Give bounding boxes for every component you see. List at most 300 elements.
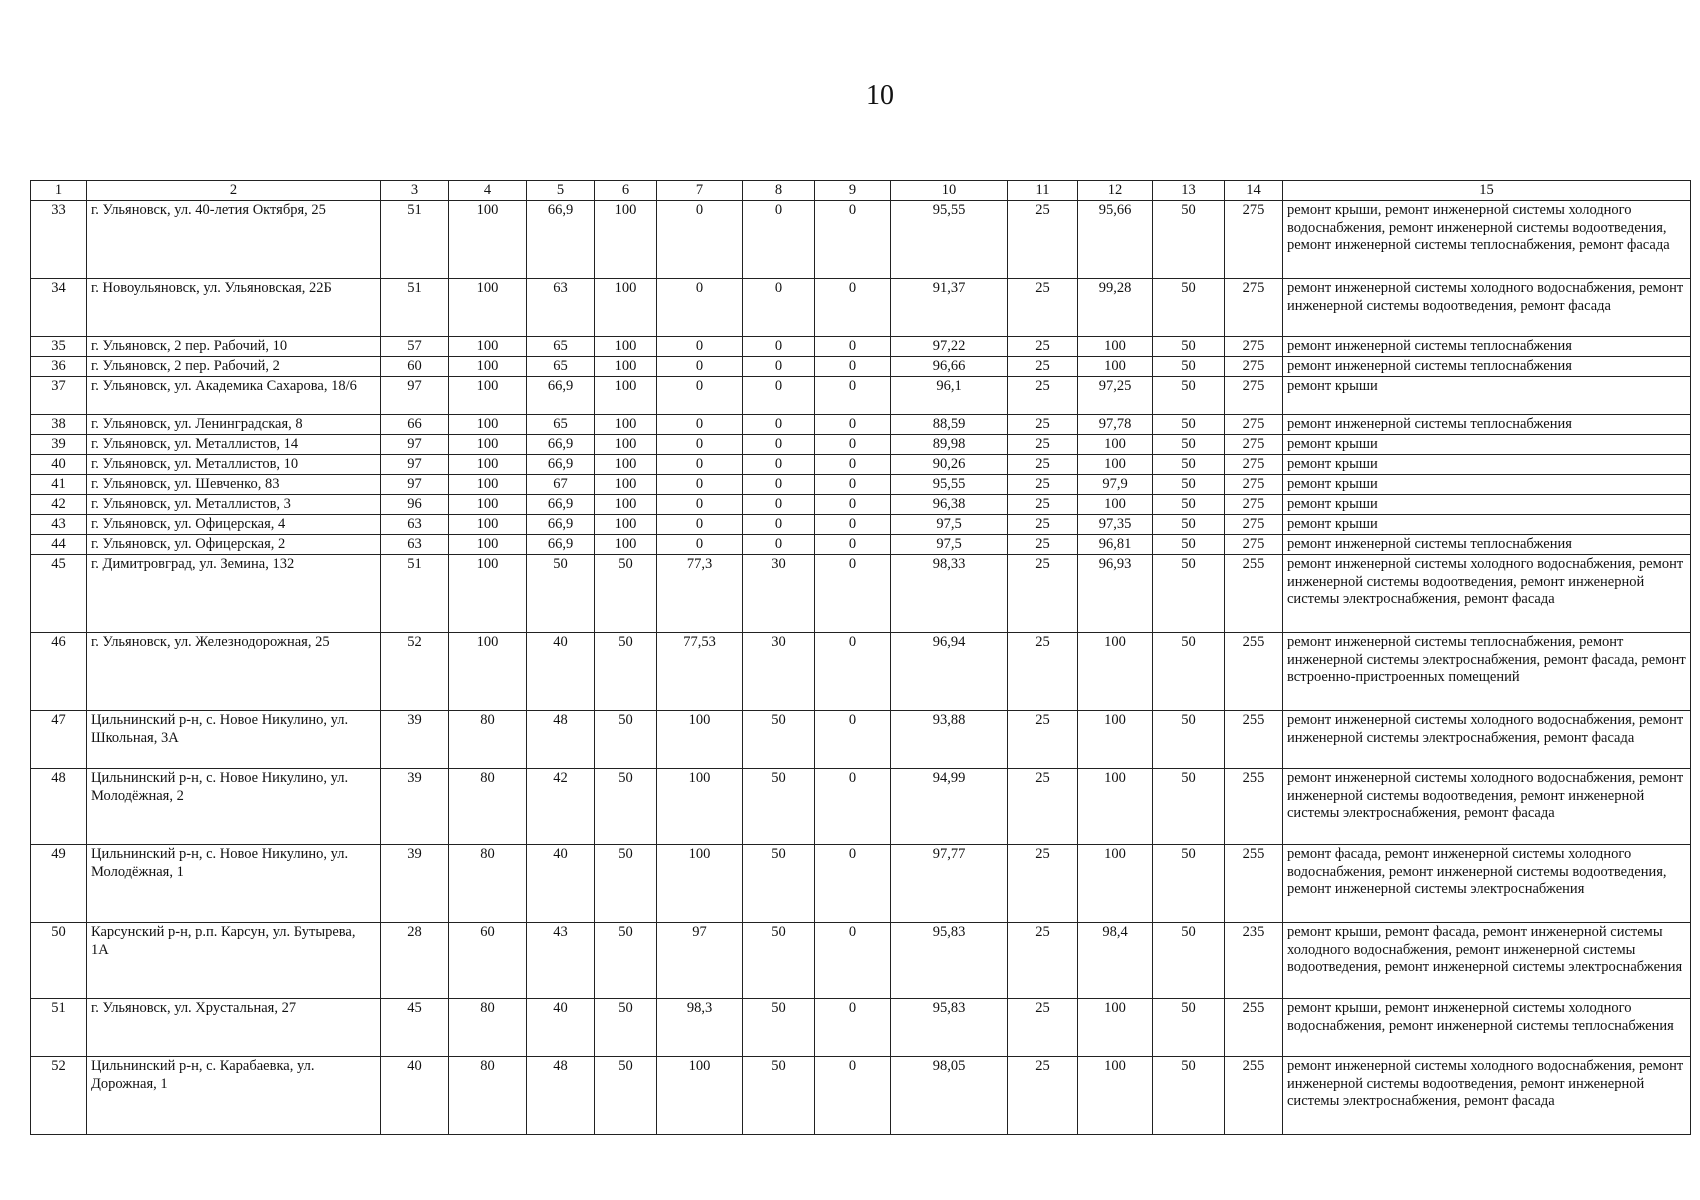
- score-cell: 275: [1225, 279, 1283, 337]
- score-cell: 95,83: [891, 999, 1008, 1057]
- score-cell: 100: [449, 555, 527, 633]
- score-cell: 275: [1225, 475, 1283, 495]
- score-cell: 39: [381, 845, 449, 923]
- table-row: [31, 535, 1691, 555]
- score-cell: 100: [449, 337, 527, 357]
- table-row: [31, 633, 1691, 711]
- row-number-cell: 50: [31, 923, 87, 999]
- work-types-cell: ремонт инженерной системы холодного водоснабжения, ремонт инженерной системы водоотведения, ремонт инженерной системы электроснабжения, ремонт фасада: [1283, 769, 1691, 845]
- score-cell: 50: [595, 1057, 657, 1135]
- score-cell: 50: [1153, 415, 1225, 435]
- score-cell: 80: [449, 1057, 527, 1135]
- score-cell: 51: [381, 279, 449, 337]
- score-cell: 100: [657, 769, 743, 845]
- table-row: [31, 845, 1691, 923]
- address-cell: Цильнинский р-н, с. Новое Никулино, ул. Молодёжная, 2: [87, 769, 381, 845]
- score-cell: 0: [815, 279, 891, 337]
- score-cell: 100: [449, 435, 527, 455]
- score-cell: 60: [381, 357, 449, 377]
- score-cell: 39: [381, 769, 449, 845]
- score-cell: 100: [449, 377, 527, 415]
- score-cell: 100: [1078, 357, 1153, 377]
- score-cell: 97: [381, 455, 449, 475]
- score-cell: 0: [815, 337, 891, 357]
- score-cell: 0: [815, 845, 891, 923]
- score-cell: 25: [1008, 633, 1078, 711]
- score-cell: 50: [595, 555, 657, 633]
- row-number-cell: 47: [31, 711, 87, 769]
- work-types-cell: ремонт инженерной системы теплоснабжения, ремонт инженерной системы электроснабжения, ремонт фасада, ремонт встроенно-пристроенных помещений: [1283, 633, 1691, 711]
- address-cell: г. Ульяновск, ул. Хрустальная, 27: [87, 999, 381, 1057]
- score-cell: 50: [1153, 555, 1225, 633]
- score-cell: 275: [1225, 515, 1283, 535]
- score-cell: 100: [1078, 845, 1153, 923]
- score-cell: 96,93: [1078, 555, 1153, 633]
- score-cell: 50: [1153, 377, 1225, 415]
- row-number-cell: 36: [31, 357, 87, 377]
- score-cell: 0: [743, 475, 815, 495]
- score-cell: 97: [381, 475, 449, 495]
- score-cell: 40: [527, 633, 595, 711]
- score-cell: 99,28: [1078, 279, 1153, 337]
- score-cell: 88,59: [891, 415, 1008, 435]
- table-row: [31, 495, 1691, 515]
- score-cell: 0: [743, 515, 815, 535]
- table-row: [31, 377, 1691, 415]
- address-cell: г. Ульяновск, ул. Металлистов, 14: [87, 435, 381, 455]
- score-cell: 235: [1225, 923, 1283, 999]
- row-number-cell: 51: [31, 999, 87, 1057]
- score-cell: 50: [1153, 279, 1225, 337]
- table-row: [31, 455, 1691, 475]
- score-cell: 50: [1153, 515, 1225, 535]
- score-cell: 65: [527, 415, 595, 435]
- score-cell: 0: [815, 435, 891, 455]
- score-cell: 255: [1225, 555, 1283, 633]
- table-row: [31, 475, 1691, 495]
- score-cell: 50: [1153, 455, 1225, 475]
- score-cell: 100: [657, 1057, 743, 1135]
- address-cell: Цильнинский р-н, с. Новое Никулино, ул. Молодёжная, 1: [87, 845, 381, 923]
- score-cell: 25: [1008, 415, 1078, 435]
- score-cell: 93,88: [891, 711, 1008, 769]
- score-cell: 40: [527, 999, 595, 1057]
- score-cell: 97: [381, 377, 449, 415]
- score-cell: 0: [815, 1057, 891, 1135]
- score-cell: 100: [657, 845, 743, 923]
- score-cell: 100: [449, 475, 527, 495]
- score-cell: 51: [381, 555, 449, 633]
- score-cell: 0: [815, 455, 891, 475]
- table-row: [31, 555, 1691, 633]
- score-cell: 275: [1225, 337, 1283, 357]
- score-cell: 100: [449, 633, 527, 711]
- address-cell: Карсунский р-н, р.п. Карсун, ул. Бутырева, 1А: [87, 923, 381, 999]
- table-row: [31, 337, 1691, 357]
- score-cell: 51: [381, 201, 449, 279]
- address-cell: г. Ульяновск, ул. Металлистов, 10: [87, 455, 381, 475]
- score-cell: 50: [743, 923, 815, 999]
- column-number-cell: 6: [595, 181, 657, 201]
- score-cell: 50: [1153, 535, 1225, 555]
- score-cell: 50: [1153, 845, 1225, 923]
- score-cell: 50: [1153, 923, 1225, 999]
- score-cell: 0: [815, 415, 891, 435]
- score-cell: 0: [815, 555, 891, 633]
- score-cell: 0: [743, 435, 815, 455]
- score-cell: 50: [1153, 711, 1225, 769]
- score-cell: 96,66: [891, 357, 1008, 377]
- score-cell: 50: [1153, 1057, 1225, 1135]
- work-types-cell: ремонт инженерной системы теплоснабжения: [1283, 535, 1691, 555]
- score-cell: 66,9: [527, 377, 595, 415]
- score-cell: 94,99: [891, 769, 1008, 845]
- score-cell: 95,55: [891, 201, 1008, 279]
- row-number-cell: 33: [31, 201, 87, 279]
- score-cell: 50: [743, 1057, 815, 1135]
- table-row: [31, 1057, 1691, 1135]
- table-body: [31, 201, 1691, 1135]
- score-cell: 0: [743, 455, 815, 475]
- score-cell: 98,3: [657, 999, 743, 1057]
- row-number-cell: 48: [31, 769, 87, 845]
- score-cell: 100: [449, 415, 527, 435]
- address-cell: г. Ульяновск, ул. Офицерская, 2: [87, 535, 381, 555]
- score-cell: 0: [815, 495, 891, 515]
- score-cell: 0: [815, 633, 891, 711]
- score-cell: 50: [1153, 337, 1225, 357]
- table-row: [31, 923, 1691, 999]
- page-number: 10: [866, 80, 894, 111]
- score-cell: 97,9: [1078, 475, 1153, 495]
- score-cell: 50: [1153, 495, 1225, 515]
- score-cell: 100: [595, 415, 657, 435]
- score-cell: 25: [1008, 337, 1078, 357]
- score-cell: 63: [381, 535, 449, 555]
- score-cell: 100: [595, 535, 657, 555]
- work-types-cell: ремонт инженерной системы теплоснабжения: [1283, 415, 1691, 435]
- row-number-cell: 39: [31, 435, 87, 455]
- score-cell: 275: [1225, 435, 1283, 455]
- score-cell: 80: [449, 711, 527, 769]
- score-cell: 0: [815, 475, 891, 495]
- score-cell: 50: [1153, 475, 1225, 495]
- score-cell: 100: [1078, 435, 1153, 455]
- address-cell: г. Ульяновск, 2 пер. Рабочий, 10: [87, 337, 381, 357]
- score-cell: 98,05: [891, 1057, 1008, 1135]
- score-cell: 275: [1225, 495, 1283, 515]
- score-cell: 0: [657, 515, 743, 535]
- row-number-cell: 43: [31, 515, 87, 535]
- score-cell: 100: [595, 279, 657, 337]
- score-cell: 25: [1008, 555, 1078, 633]
- score-cell: 80: [449, 769, 527, 845]
- score-cell: 25: [1008, 845, 1078, 923]
- score-cell: 50: [1153, 633, 1225, 711]
- score-cell: 25: [1008, 377, 1078, 415]
- work-types-cell: ремонт крыши: [1283, 495, 1691, 515]
- score-cell: 25: [1008, 923, 1078, 999]
- score-cell: 97,78: [1078, 415, 1153, 435]
- score-cell: 96,94: [891, 633, 1008, 711]
- score-cell: 275: [1225, 455, 1283, 475]
- table-row: [31, 279, 1691, 337]
- score-cell: 63: [381, 515, 449, 535]
- score-cell: 100: [449, 201, 527, 279]
- score-cell: 275: [1225, 377, 1283, 415]
- address-cell: Цильнинский р-н, с. Карабаевка, ул. Дорожная, 1: [87, 1057, 381, 1135]
- score-cell: 0: [743, 495, 815, 515]
- score-cell: 0: [743, 415, 815, 435]
- score-cell: 40: [381, 1057, 449, 1135]
- work-types-cell: ремонт фасада, ремонт инженерной системы холодного водоснабжения, ремонт инженерной системы водоотведения, ремонт инженерной системы электроснабжения: [1283, 845, 1691, 923]
- score-cell: 97,22: [891, 337, 1008, 357]
- row-number-cell: 35: [31, 337, 87, 357]
- score-cell: 25: [1008, 455, 1078, 475]
- row-number-cell: 42: [31, 495, 87, 515]
- score-cell: 100: [449, 535, 527, 555]
- score-cell: 275: [1225, 535, 1283, 555]
- score-cell: 0: [657, 279, 743, 337]
- score-cell: 25: [1008, 769, 1078, 845]
- score-cell: 50: [595, 999, 657, 1057]
- score-cell: 77,53: [657, 633, 743, 711]
- score-cell: 0: [815, 377, 891, 415]
- table-row: [31, 999, 1691, 1057]
- score-cell: 255: [1225, 711, 1283, 769]
- score-cell: 66,9: [527, 455, 595, 475]
- score-cell: 100: [1078, 769, 1153, 845]
- score-cell: 0: [657, 377, 743, 415]
- score-cell: 100: [595, 377, 657, 415]
- score-cell: 0: [657, 337, 743, 357]
- row-number-cell: 44: [31, 535, 87, 555]
- score-cell: 100: [1078, 1057, 1153, 1135]
- work-types-cell: ремонт крыши: [1283, 515, 1691, 535]
- score-cell: 25: [1008, 711, 1078, 769]
- score-cell: 275: [1225, 415, 1283, 435]
- address-cell: г. Ульяновск, 2 пер. Рабочий, 2: [87, 357, 381, 377]
- score-cell: 77,3: [657, 555, 743, 633]
- address-cell: г. Ульяновск, ул. Шевченко, 83: [87, 475, 381, 495]
- score-cell: 89,98: [891, 435, 1008, 455]
- score-cell: 50: [1153, 435, 1225, 455]
- score-cell: 50: [743, 769, 815, 845]
- score-cell: 80: [449, 999, 527, 1057]
- column-number-cell: 8: [743, 181, 815, 201]
- score-cell: 25: [1008, 515, 1078, 535]
- score-cell: 25: [1008, 201, 1078, 279]
- score-cell: 100: [449, 279, 527, 337]
- score-cell: 65: [527, 337, 595, 357]
- table-row: [31, 769, 1691, 845]
- score-cell: 97,5: [891, 515, 1008, 535]
- work-types-cell: ремонт инженерной системы теплоснабжения: [1283, 337, 1691, 357]
- work-types-cell: ремонт инженерной системы холодного водоснабжения, ремонт инженерной системы водоотведения, ремонт инженерной системы электроснабжения, ремонт фасада: [1283, 555, 1691, 633]
- address-cell: г. Ульяновск, ул. Железнодорожная, 25: [87, 633, 381, 711]
- table-row: [31, 515, 1691, 535]
- score-cell: 30: [743, 633, 815, 711]
- work-types-cell: ремонт крыши, ремонт инженерной системы холодного водоснабжения, ремонт инженерной системы водоотведения, ремонт инженерной системы теплоснабжения, ремонт фасада: [1283, 201, 1691, 279]
- score-cell: 0: [657, 535, 743, 555]
- score-cell: 100: [595, 337, 657, 357]
- score-cell: 25: [1008, 1057, 1078, 1135]
- score-cell: 39: [381, 711, 449, 769]
- score-cell: 45: [381, 999, 449, 1057]
- score-cell: 57: [381, 337, 449, 357]
- score-cell: 0: [657, 415, 743, 435]
- column-number-cell: 7: [657, 181, 743, 201]
- score-cell: 0: [743, 357, 815, 377]
- score-cell: 95,55: [891, 475, 1008, 495]
- score-cell: 30: [743, 555, 815, 633]
- score-cell: 100: [449, 495, 527, 515]
- score-cell: 100: [449, 515, 527, 535]
- work-types-cell: ремонт инженерной системы холодного водоснабжения, ремонт инженерной системы водоотведения, ремонт фасада: [1283, 279, 1691, 337]
- score-cell: 80: [449, 845, 527, 923]
- score-cell: 96: [381, 495, 449, 515]
- score-cell: 100: [1078, 999, 1153, 1057]
- table-row: [31, 711, 1691, 769]
- row-number-cell: 46: [31, 633, 87, 711]
- score-cell: 50: [1153, 769, 1225, 845]
- score-cell: 255: [1225, 633, 1283, 711]
- score-cell: 275: [1225, 357, 1283, 377]
- score-cell: 25: [1008, 357, 1078, 377]
- column-number-cell: 12: [1078, 181, 1153, 201]
- score-cell: 100: [595, 455, 657, 475]
- score-cell: 63: [527, 279, 595, 337]
- row-number-cell: 41: [31, 475, 87, 495]
- score-cell: 0: [815, 201, 891, 279]
- row-number-cell: 45: [31, 555, 87, 633]
- score-cell: 66,9: [527, 495, 595, 515]
- score-cell: 0: [657, 475, 743, 495]
- work-types-cell: ремонт инженерной системы холодного водоснабжения, ремонт инженерной системы электроснабжения, ремонт фасада: [1283, 711, 1691, 769]
- score-cell: 100: [595, 475, 657, 495]
- column-number-cell: 2: [87, 181, 381, 201]
- score-cell: 95,66: [1078, 201, 1153, 279]
- score-cell: 50: [595, 769, 657, 845]
- score-cell: 97: [381, 435, 449, 455]
- row-number-cell: 37: [31, 377, 87, 415]
- column-number-cell: 15: [1283, 181, 1691, 201]
- score-cell: 0: [815, 923, 891, 999]
- score-cell: 96,81: [1078, 535, 1153, 555]
- score-cell: 0: [657, 495, 743, 515]
- score-cell: 0: [743, 377, 815, 415]
- address-cell: г. Новоульяновск, ул. Ульяновская, 22Б: [87, 279, 381, 337]
- work-types-cell: ремонт крыши, ремонт инженерной системы холодного водоснабжения, ремонт инженерной системы теплоснабжения: [1283, 999, 1691, 1057]
- table-row: [31, 435, 1691, 455]
- column-number-cell: 13: [1153, 181, 1225, 201]
- score-cell: 0: [815, 357, 891, 377]
- work-types-cell: ремонт инженерной системы холодного водоснабжения, ремонт инженерной системы водоотведения, ремонт инженерной системы электроснабжения, ремонт фасада: [1283, 1057, 1691, 1135]
- score-cell: 0: [815, 535, 891, 555]
- score-cell: 0: [743, 201, 815, 279]
- table-row: [31, 357, 1691, 377]
- score-cell: 100: [1078, 337, 1153, 357]
- address-cell: Цильнинский р-н, с. Новое Никулино, ул. Школьная, 3А: [87, 711, 381, 769]
- score-cell: 43: [527, 923, 595, 999]
- score-cell: 100: [1078, 495, 1153, 515]
- score-cell: 100: [449, 455, 527, 475]
- table-row: [31, 201, 1691, 279]
- score-cell: 66: [381, 415, 449, 435]
- score-cell: 42: [527, 769, 595, 845]
- score-cell: 0: [743, 535, 815, 555]
- score-cell: 0: [815, 711, 891, 769]
- work-types-cell: ремонт крыши: [1283, 377, 1691, 415]
- score-cell: 96,38: [891, 495, 1008, 515]
- score-cell: 0: [657, 455, 743, 475]
- score-cell: 98,33: [891, 555, 1008, 633]
- score-cell: 25: [1008, 999, 1078, 1057]
- address-cell: г. Ульяновск, ул. Офицерская, 4: [87, 515, 381, 535]
- score-cell: 100: [595, 357, 657, 377]
- address-cell: г. Ульяновск, ул. Академика Сахарова, 18/6: [87, 377, 381, 415]
- score-cell: 96,1: [891, 377, 1008, 415]
- score-cell: 50: [1153, 999, 1225, 1057]
- score-cell: 50: [527, 555, 595, 633]
- row-number-cell: 52: [31, 1057, 87, 1135]
- score-cell: 100: [595, 515, 657, 535]
- score-cell: 0: [815, 999, 891, 1057]
- work-types-cell: ремонт инженерной системы теплоснабжения: [1283, 357, 1691, 377]
- score-cell: 97,35: [1078, 515, 1153, 535]
- score-cell: 50: [743, 711, 815, 769]
- score-cell: 50: [595, 633, 657, 711]
- score-cell: 97: [657, 923, 743, 999]
- column-number-cell: 11: [1008, 181, 1078, 201]
- score-cell: 66,9: [527, 535, 595, 555]
- score-cell: 52: [381, 633, 449, 711]
- score-cell: 100: [1078, 633, 1153, 711]
- table-row: [31, 415, 1691, 435]
- score-cell: 255: [1225, 769, 1283, 845]
- column-number-cell: 10: [891, 181, 1008, 201]
- score-cell: 100: [595, 201, 657, 279]
- score-cell: 66,9: [527, 201, 595, 279]
- column-number-cell: 14: [1225, 181, 1283, 201]
- address-cell: г. Ульяновск, ул. Металлистов, 3: [87, 495, 381, 515]
- score-cell: 50: [595, 711, 657, 769]
- column-number-cell: 9: [815, 181, 891, 201]
- score-cell: 255: [1225, 999, 1283, 1057]
- score-cell: 255: [1225, 845, 1283, 923]
- score-cell: 100: [449, 357, 527, 377]
- score-cell: 40: [527, 845, 595, 923]
- score-cell: 0: [743, 337, 815, 357]
- score-cell: 28: [381, 923, 449, 999]
- score-cell: 91,37: [891, 279, 1008, 337]
- score-cell: 100: [1078, 711, 1153, 769]
- score-cell: 66,9: [527, 435, 595, 455]
- score-cell: 0: [657, 357, 743, 377]
- column-number-cell: 4: [449, 181, 527, 201]
- score-cell: 0: [815, 769, 891, 845]
- address-cell: г. Ульяновск, ул. Ленинградская, 8: [87, 415, 381, 435]
- score-cell: 97,77: [891, 845, 1008, 923]
- score-cell: 50: [1153, 201, 1225, 279]
- score-cell: 50: [743, 999, 815, 1057]
- score-cell: 25: [1008, 435, 1078, 455]
- score-cell: 60: [449, 923, 527, 999]
- score-cell: 255: [1225, 1057, 1283, 1135]
- score-cell: 95,83: [891, 923, 1008, 999]
- score-cell: 66,9: [527, 515, 595, 535]
- address-cell: г. Ульяновск, ул. 40-летия Октября, 25: [87, 201, 381, 279]
